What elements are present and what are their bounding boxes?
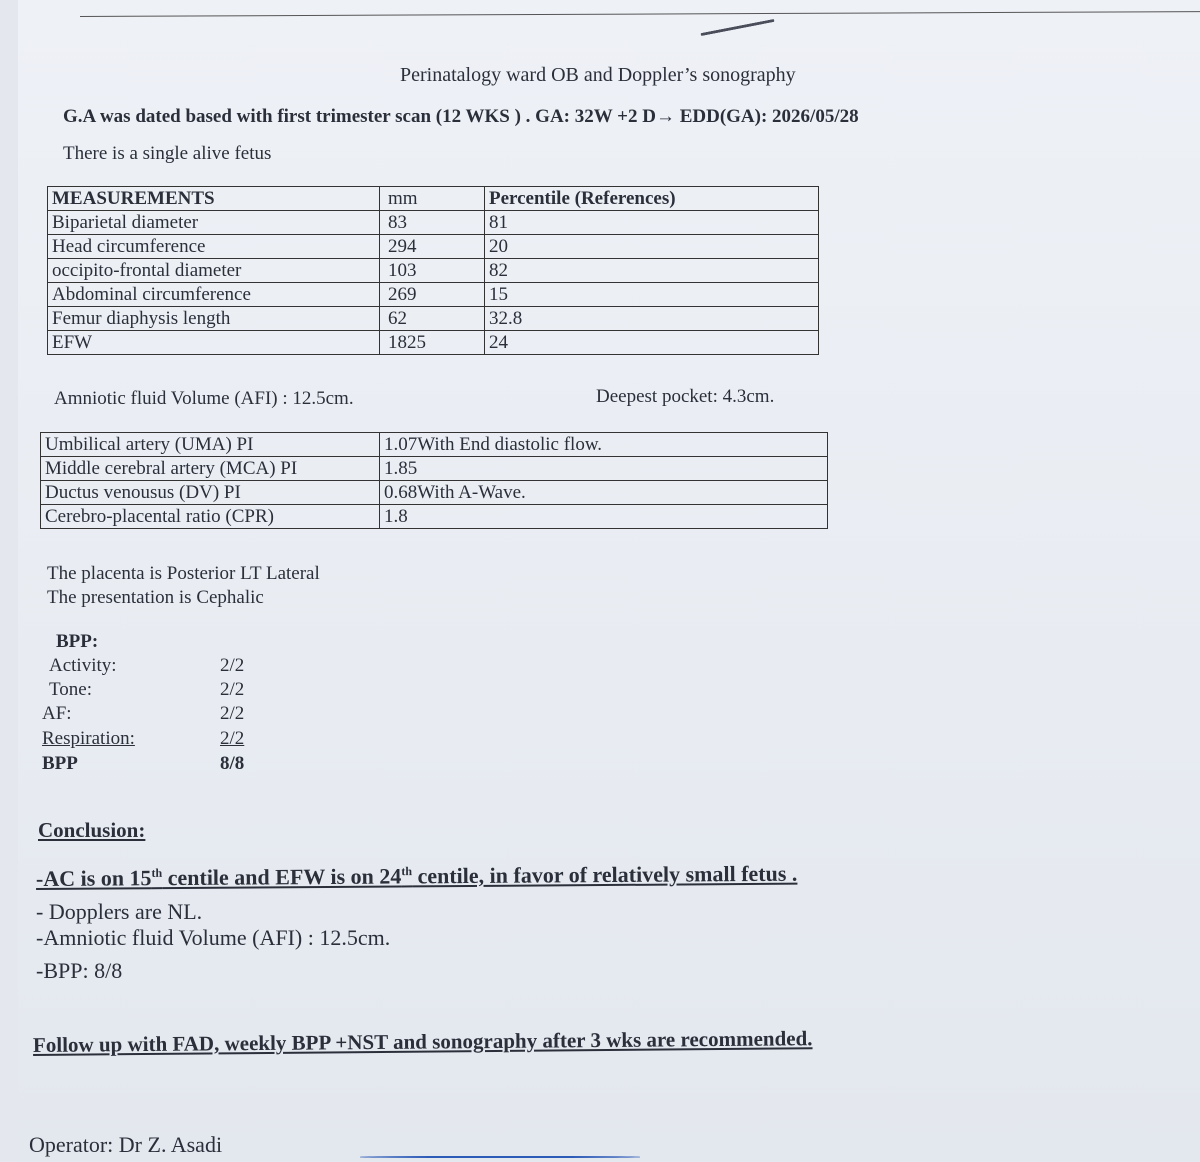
- doppler-name: Cerebro-placental ratio (CPR): [41, 505, 380, 529]
- follow-up-recommendation: Follow up with FAD, weekly BPP +NST and sonography after 3 wks are recommended.: [32, 1026, 813, 1057]
- measurement-mm: 103: [380, 259, 485, 283]
- header-mm: mm: [380, 187, 485, 211]
- doppler-value: 0.68With A-Wave.: [380, 481, 828, 505]
- placenta-block: [47, 562, 320, 610]
- bpp-score: 2/2: [220, 655, 245, 676]
- conclusion-text: centile and EFW is on 24: [162, 863, 402, 891]
- measurement-percentile: 81: [485, 211, 819, 235]
- table-row: [48, 235, 819, 259]
- measurements-table: [47, 186, 819, 355]
- measurement-name: Biparietal diameter: [48, 211, 380, 235]
- measurement-name: occipito-frontal diameter: [48, 259, 380, 283]
- blue-pen-line: [360, 1156, 640, 1158]
- bpp-total-label: BPP: [42, 753, 78, 774]
- measurement-percentile: 24: [485, 331, 819, 355]
- fetus-line: There is a single alive fetus: [63, 143, 272, 164]
- header-percentile: Percentile (References): [485, 187, 819, 211]
- conclusion-heading: Conclusion:: [38, 818, 146, 842]
- table-row: [48, 283, 819, 307]
- operator-line: Operator: Dr Z. Asadi: [29, 1132, 223, 1157]
- bpp-label: Respiration:: [42, 728, 135, 749]
- doppler-name: Ductus venousus (DV) PI: [41, 481, 380, 505]
- measurement-mm: 83: [380, 211, 485, 235]
- table-header-row: [48, 187, 819, 211]
- bpp-label: AF:: [42, 703, 72, 724]
- superscript: th: [401, 864, 413, 879]
- gestational-age-line: G.A was dated based with first trimester scan (12 WKS ) . GA: 32W +2 D→ EDD(GA): 2026/05/28: [63, 106, 859, 127]
- bpp-score: 2/2: [220, 703, 245, 724]
- presentation-line: The presentation is Cephalic: [47, 587, 264, 608]
- measurement-percentile: 32.8: [485, 307, 819, 331]
- measurement-mm: 62: [380, 307, 485, 331]
- superscript: th: [151, 865, 163, 880]
- measurement-percentile: 82: [485, 259, 819, 283]
- conclusion-text: -AC is on 15: [35, 865, 152, 891]
- bpp-score: 2/2: [220, 679, 245, 700]
- doppler-name: Umbilical artery (UMA) PI: [41, 433, 380, 457]
- measurement-mm: 269: [380, 283, 485, 307]
- report-title: Perinatalogy ward OB and Doppler’s sonography: [400, 64, 796, 86]
- measurement-mm: 1825: [380, 331, 485, 355]
- doppler-value: 1.07With End diastolic flow.: [380, 433, 828, 457]
- table-row: [41, 505, 828, 529]
- measurement-percentile: 15: [485, 283, 819, 307]
- bpp-total-score: 8/8: [220, 753, 245, 774]
- doppler-name: Middle cerebral artery (MCA) PI: [41, 457, 380, 481]
- bpp-label: Tone:: [49, 679, 92, 700]
- measurement-name: EFW: [48, 331, 380, 355]
- measurement-name: Head circumference: [48, 235, 380, 259]
- bpp-heading: BPP:: [56, 631, 99, 652]
- deepest-pocket: Deepest pocket: 4.3cm.: [596, 386, 775, 407]
- table-row: [41, 457, 828, 481]
- table-row: [48, 331, 819, 355]
- conclusion-line-4: -BPP: 8/8: [36, 958, 123, 983]
- conclusion-text: centile, in favor of relatively small fetus .: [411, 860, 798, 889]
- doppler-table: [40, 432, 828, 529]
- doppler-value: 1.8: [380, 505, 828, 529]
- placenta-line: The placenta is Posterior LT Lateral: [47, 563, 320, 584]
- bpp-score: 2/2: [220, 728, 245, 749]
- table-row: [41, 433, 828, 457]
- measurement-mm: 294: [380, 235, 485, 259]
- conclusion-line-2: - Dopplers are NL.: [36, 899, 203, 924]
- header-measurements: MEASUREMENTS: [48, 187, 380, 211]
- measurement-percentile: 20: [485, 235, 819, 259]
- table-row: [48, 307, 819, 331]
- afi-line: Amniotic fluid Volume (AFI) : 12.5cm.: [54, 388, 354, 409]
- table-row: [41, 481, 828, 505]
- table-row: [48, 211, 819, 235]
- conclusion-line-1: [36, 861, 798, 892]
- table-row: [48, 259, 819, 283]
- conclusion-line-3: -Amniotic fluid Volume (AFI) : 12.5cm.: [36, 925, 391, 950]
- measurement-name: Abdominal circumference: [48, 283, 380, 307]
- measurement-name: Femur diaphysis length: [48, 307, 380, 331]
- doppler-value: 1.85: [380, 457, 828, 481]
- bpp-label: Activity:: [49, 655, 117, 676]
